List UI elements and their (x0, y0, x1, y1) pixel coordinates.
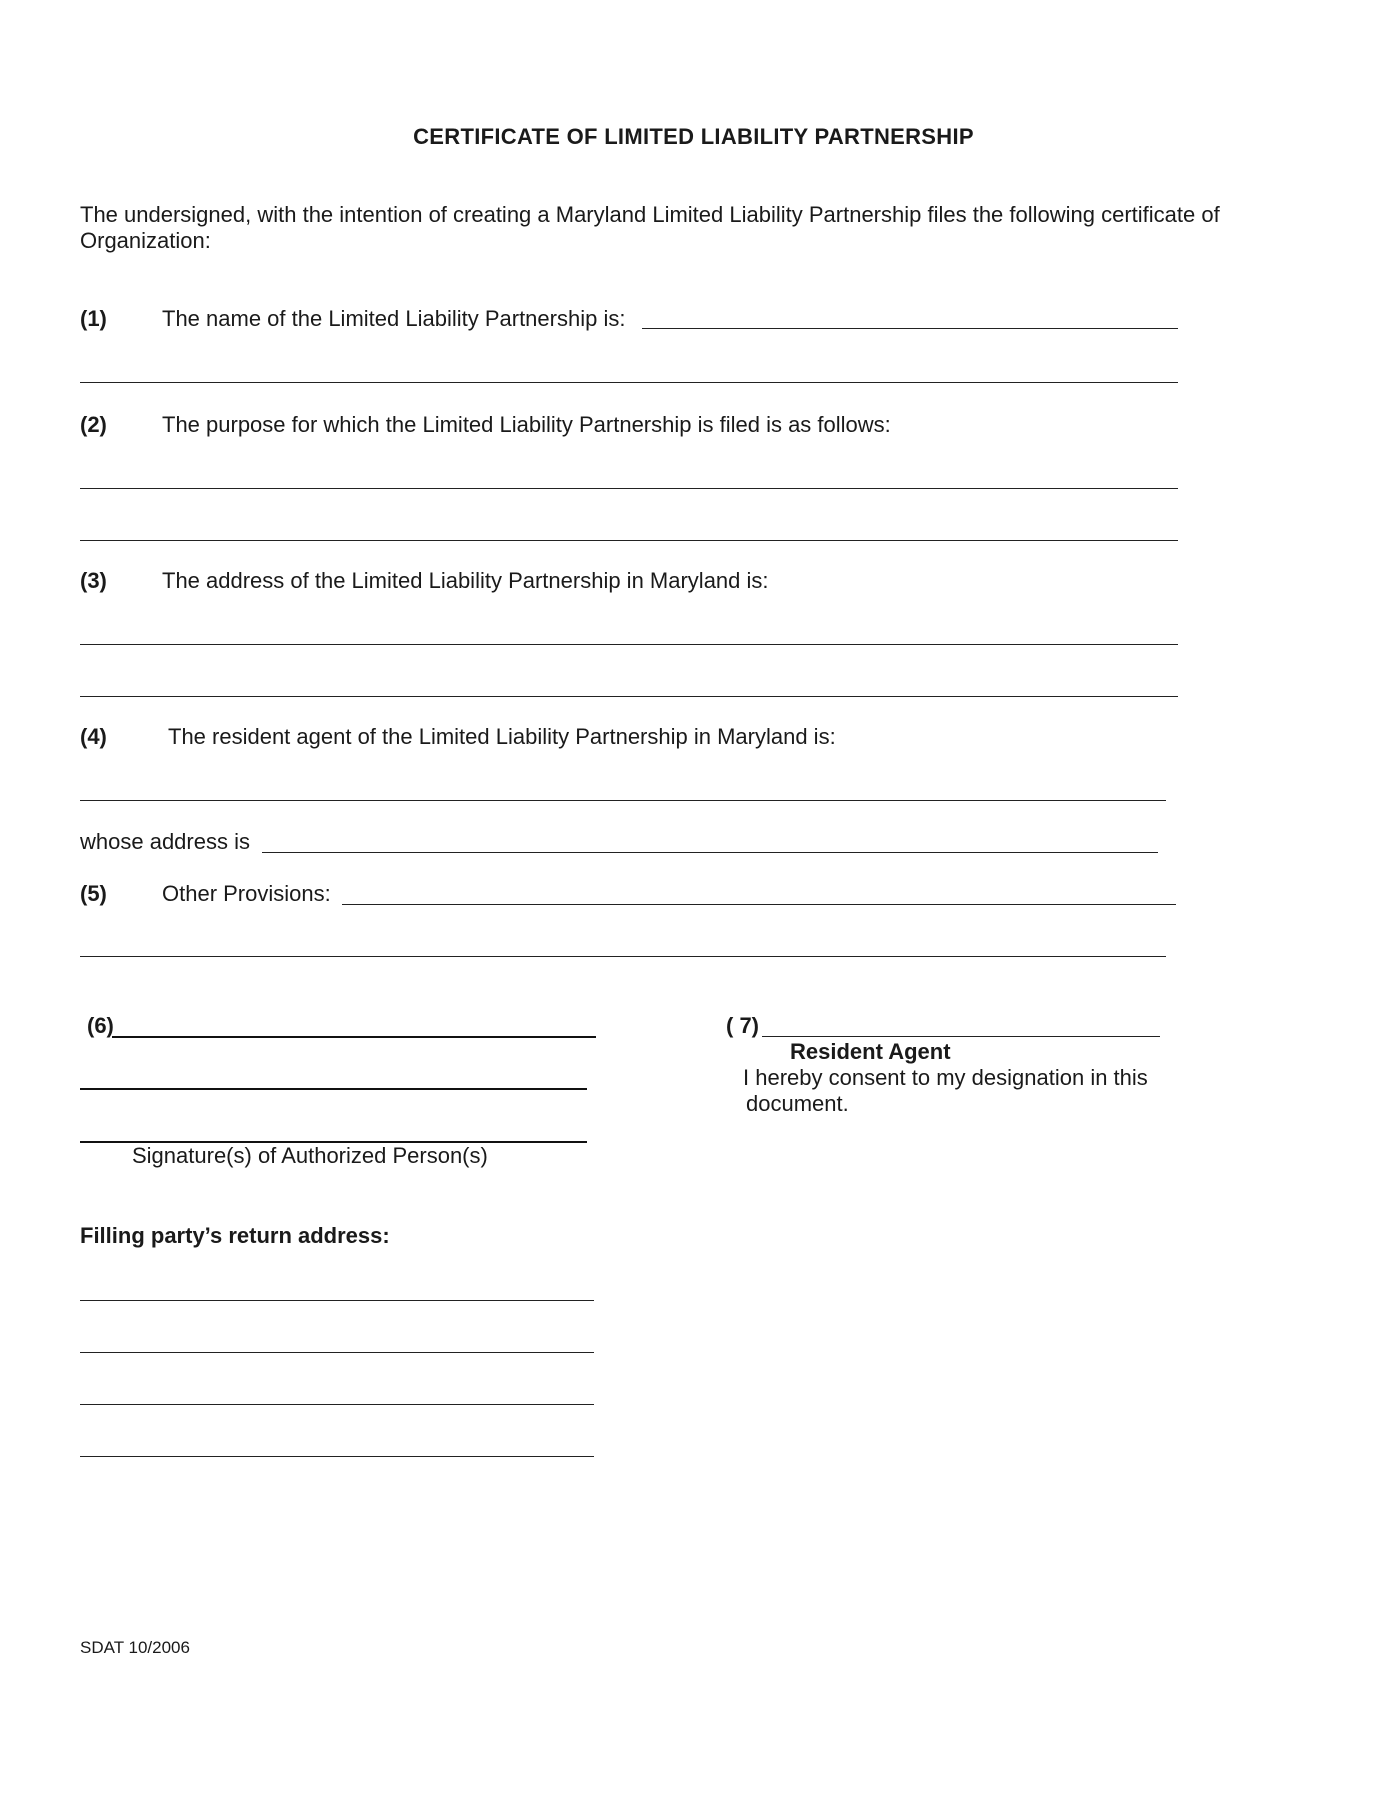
resident-agent-field[interactable] (80, 800, 1166, 801)
consent-text-line-1: I hereby consent to my designation in this (743, 1065, 1148, 1090)
return-address-line-2[interactable] (80, 1352, 594, 1353)
item-6-number: (6) (87, 1013, 114, 1038)
resident-agent-signature-line[interactable] (762, 1036, 1160, 1037)
authorized-signature-caption: Signature(s) of Authorized Person(s) (132, 1143, 488, 1168)
item-7-number: ( 7) (726, 1013, 759, 1038)
purpose-field-line-2[interactable] (80, 540, 1178, 541)
intro-paragraph: The undersigned, with the intention of creating a Maryland Limited Liability Partnership files the following certificate of Organization: (80, 202, 1220, 253)
form-version-footer: SDAT 10/2006 (80, 1638, 190, 1657)
address-field-line-2[interactable] (80, 696, 1178, 697)
purpose-field-line-1[interactable] (80, 488, 1178, 489)
item-1-label: The name of the Limited Liability Partnership is: (162, 306, 626, 331)
partnership-name-field-line-2[interactable] (80, 382, 1178, 383)
return-address-line-1[interactable] (80, 1300, 594, 1301)
return-address-line-4[interactable] (80, 1456, 594, 1457)
consent-text-line-2: document. (746, 1091, 849, 1116)
address-field-line-1[interactable] (80, 644, 1178, 645)
item-1-number: (1) (80, 306, 107, 331)
item-4-label: The resident agent of the Limited Liability Partnership in Maryland is: (168, 724, 836, 749)
partnership-name-field[interactable] (642, 328, 1178, 329)
whose-address-label: whose address is (80, 829, 250, 854)
resident-agent-title: Resident Agent (790, 1039, 951, 1064)
return-address-label: Filling party’s return address: (80, 1223, 390, 1248)
item-2-number: (2) (80, 412, 107, 437)
authorized-signature-line-2[interactable] (80, 1088, 587, 1090)
item-4-number: (4) (80, 724, 107, 749)
document-title: CERTIFICATE OF LIMITED LIABILITY PARTNERSHIP (413, 124, 974, 149)
agent-address-field[interactable] (262, 852, 1158, 853)
item-2-label: The purpose for which the Limited Liability Partnership is filed is as follows: (162, 412, 891, 437)
item-3-label: The address of the Limited Liability Partnership in Maryland is: (162, 568, 769, 593)
other-provisions-field[interactable] (342, 904, 1176, 905)
item-3-number: (3) (80, 568, 107, 593)
item-5-number: (5) (80, 881, 107, 906)
authorized-signature-line-1[interactable] (112, 1036, 596, 1038)
other-provisions-field-line-2[interactable] (80, 956, 1166, 957)
item-5-label: Other Provisions: (162, 881, 331, 906)
return-address-line-3[interactable] (80, 1404, 594, 1405)
